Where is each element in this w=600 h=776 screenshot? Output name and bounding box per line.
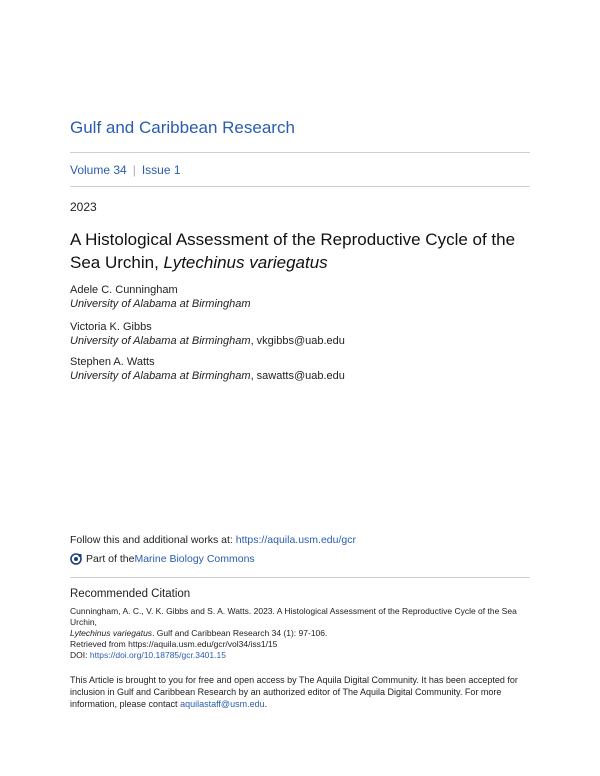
notice-text: This Article is brought to you for free and open access by The Aquila Digital Community. It has been accepted for inclusion in Gulf and Caribbean Research by an authorized editor of The Aquila Digital Community. For more information, please contact [70,675,518,709]
author-email[interactable]: , vkgibbs@uab.edu [250,335,345,347]
citation-species: Lytechinus variegatus [70,628,153,638]
discipline-link[interactable]: Marine Biology Commons [134,553,255,565]
partof-text: Part of the [86,553,135,565]
author-block [70,283,251,311]
author-name: Stephen A. Watts [70,356,155,368]
author-email[interactable]: , sawatts@uab.edu [250,370,345,382]
divider [70,577,530,578]
author-name: Victoria K. Gibbs [70,321,152,333]
author-affiliation: University of Alabama at Birmingham [70,335,251,347]
author-affiliation: University of Alabama at Birmingham [70,370,251,382]
citation-line: Cunningham, A. C., V. K. Gibbs and S. A. Watts. 2023. A Histological Assessment of the Reproductive Cycle of the Sea Urchin, [70,606,517,627]
recommended-citation-heading: Recommended Citation [70,588,191,600]
citation-retrieved: Retrieved from https://aquila.usm.edu/gcr/vol34/iss1/15 [70,639,278,649]
journal-title-link[interactable]: Gulf and Caribbean Research [70,118,295,137]
commons-network-icon [70,553,82,565]
access-notice [70,674,530,710]
publication-year: 2023 [70,200,97,214]
follow-line [70,534,356,546]
volume-issue-line [70,163,181,177]
author-block [70,355,345,383]
issue-link[interactable]: Issue 1 [141,163,181,177]
follow-text: Follow this and additional works at: [70,534,236,546]
doi-label: DOI: [70,650,90,660]
divider [70,152,530,153]
author-affiliation: University of Alabama at Birmingham [70,298,251,310]
article-title [70,228,530,274]
divider [70,186,530,187]
separator: | [132,163,136,177]
doi-link[interactable]: https://doi.org/10.18785/gcr.3401.15 [89,650,226,660]
contact-email-link[interactable]: aquilastaff@usm.edu [180,699,265,709]
author-block [70,320,345,348]
volume-link[interactable]: Volume 34 [70,163,127,177]
title-species: Lytechinus variegatus [163,253,328,272]
notice-end: . [264,699,268,709]
author-name: Adele C. Cunningham [70,284,178,296]
part-of-line [70,553,255,565]
citation-block [70,606,530,661]
title-main: A Histological Assessment of the Reproductive Cycle of the Sea Urchin, [70,230,516,272]
citation-line: . Gulf and Caribbean Research 34 (1): 97-106. [152,628,328,638]
follow-link[interactable]: https://aquila.usm.edu/gcr [235,534,356,546]
